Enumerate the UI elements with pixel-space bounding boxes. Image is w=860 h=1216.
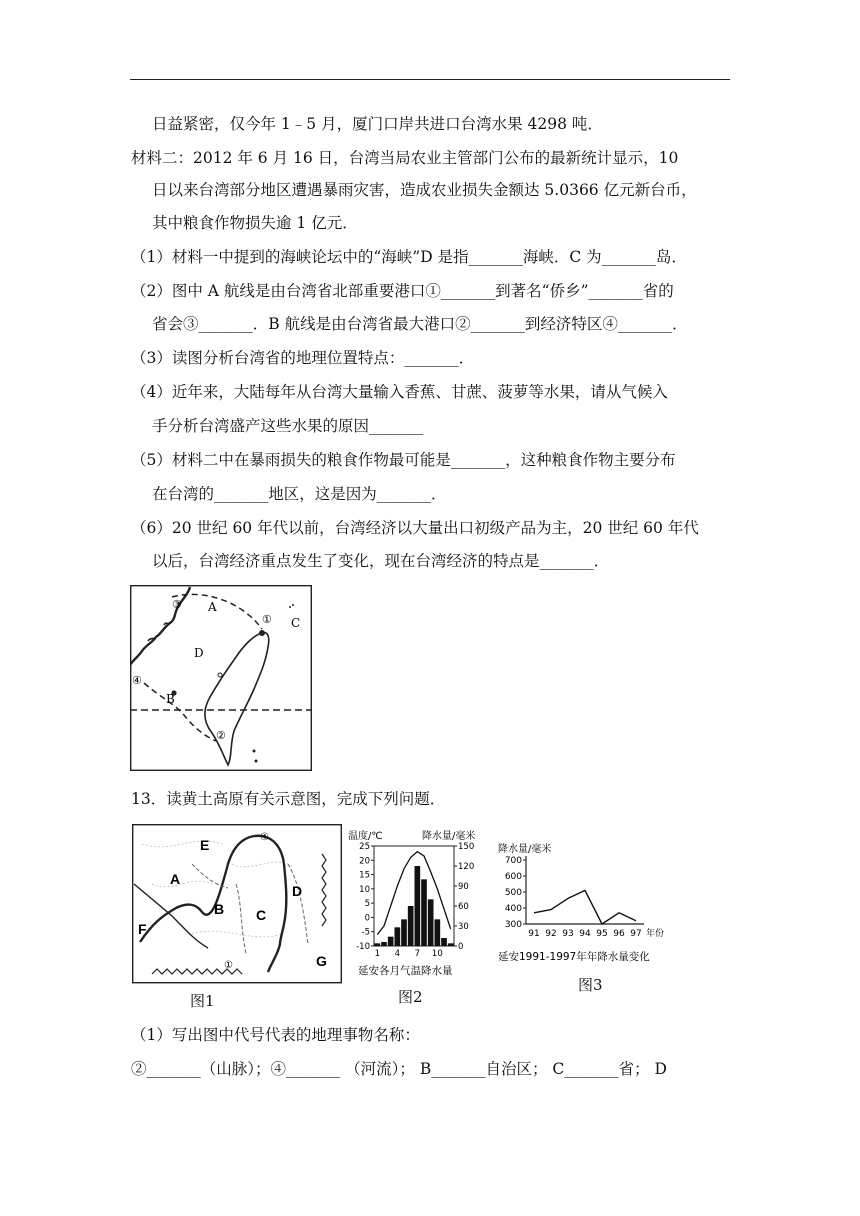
question-13-title: 13．读黄土高原有关示意图，完成下列问题． — [131, 790, 446, 808]
header-rule — [130, 79, 730, 80]
left-tick-label: 15 — [359, 870, 370, 881]
text-line: （2）图中 A 航线是由台湾省北部重要港口①_______到著名“侨乡”_______省的 — [131, 282, 674, 300]
text-line: 手分析台湾盛产这些水果的原因_______ — [152, 417, 424, 435]
x-unit-label: 年份 — [646, 929, 665, 939]
figure-1-caption: 图1 — [190, 992, 215, 1010]
y-tick-label: 400 — [504, 904, 522, 914]
right-tick-label: 0 — [458, 942, 464, 952]
y-tick-label: 300 — [504, 920, 522, 930]
precip-bar — [441, 938, 447, 946]
x-tick-label: 7 — [414, 949, 421, 959]
left-axis-label: 温度/℃ — [348, 831, 383, 842]
map-label: E — [200, 837, 210, 853]
text-line: （5）材料二中在暴雨损失的粮食作物最可能是_______，这种粮食作物主要分布 — [131, 451, 676, 469]
taiwan-strait-map — [130, 585, 312, 771]
y-axis-label: 降水量/毫米 — [498, 844, 552, 855]
right-tick-label: 150 — [458, 842, 475, 852]
right-tick-label: 60 — [458, 902, 469, 912]
left-tick-label: 20 — [359, 856, 370, 867]
right-tick-label: 90 — [458, 882, 469, 892]
text-line: ②_______（山脉）；④_______ （河流）； B_______自治区； C_______省； D — [131, 1060, 667, 1078]
map-label: B — [166, 692, 175, 706]
map-label: F — [138, 921, 147, 937]
text-line: （3）读图分析台湾省的地理位置特点：_______． — [131, 349, 475, 367]
plot-frame — [374, 846, 454, 946]
rainfall-line-chart — [494, 840, 684, 964]
text-line: 以后，台湾经济重点发生了变化，现在台湾经济的特点是_______． — [152, 552, 610, 570]
right-tick-label: 30 — [458, 922, 469, 932]
map-label: C — [256, 907, 267, 923]
precip-bar — [395, 927, 401, 946]
map-label: B — [214, 901, 225, 917]
text-line: 在台湾的_______地区，这是因为_______． — [152, 485, 447, 503]
x-tick-label: 96 — [613, 929, 625, 939]
x-tick-label: 10 — [431, 949, 443, 959]
left-tick-label: 5 — [364, 899, 370, 910]
text-line: 其中粮食作物损失逾 1 亿元． — [152, 214, 358, 232]
y-tick-label: 700 — [504, 856, 522, 866]
map-label: ④ — [132, 674, 142, 687]
map-label: D — [194, 646, 204, 660]
right-tick-label: 120 — [458, 862, 475, 872]
precip-bar — [428, 899, 434, 946]
text-line: 日以来台湾部分地区遭遇暴雨灾害，造成农业损失金额达 5.0366 亿元新台币， — [152, 181, 697, 199]
y-tick-label: 500 — [504, 888, 522, 898]
map-label: ④ — [260, 832, 269, 843]
y-tick-label: 600 — [504, 872, 522, 882]
map-label: A — [208, 600, 217, 614]
rain-chart-title: 延安1991-1997年年降水量变化 — [498, 951, 650, 963]
right-axis-label: 降水量/毫米 — [422, 831, 476, 842]
precip-bar — [448, 943, 454, 946]
map-label: C — [291, 616, 301, 630]
x-tick-label: 94 — [579, 929, 591, 939]
map-label: A — [170, 871, 181, 887]
precip-bar — [375, 943, 381, 946]
text-line: 省会③_______．B 航线是由台湾省最大港口②_______到经济特区④_______． — [152, 315, 688, 333]
text-line: （6）20 世纪 60 年代以前，台湾经济以大量出口初级产品为主，20 世纪 60 年代 — [131, 519, 699, 537]
x-tick-label: 4 — [394, 949, 401, 959]
precip-bar — [388, 937, 394, 946]
text-line: （1）材料一中提到的海峡论坛中的“海峡”D 是指_______海峡．C 为_______岛． — [131, 248, 687, 266]
left-tick-label: -10 — [356, 942, 370, 952]
x-tick-label: 93 — [562, 929, 574, 939]
map-label: ① — [224, 960, 233, 971]
map-label: G — [316, 953, 327, 969]
climate-chart — [346, 828, 480, 978]
left-tick-label: -5 — [361, 927, 370, 938]
precip-bar — [435, 919, 441, 946]
x-tick-label: 95 — [596, 929, 608, 939]
x-tick-label: 1 — [374, 949, 381, 959]
left-tick-label: 10 — [359, 884, 370, 895]
rainfall-line — [534, 890, 636, 924]
text-line: （4）近年来，大陆每年从台湾大量输入香蕉、甘蔗、菠萝等水果，请从气候入 — [131, 383, 668, 401]
precip-bar — [408, 906, 414, 946]
x-tick-label: 91 — [528, 929, 540, 939]
x-tick-label: 92 — [545, 929, 557, 939]
figure-3-caption: 图3 — [578, 976, 603, 994]
climate-chart-title: 延安各月气温降水量 — [358, 965, 453, 977]
loess-plateau-map — [132, 824, 342, 986]
precip-bar — [415, 866, 421, 946]
map-label: ① — [262, 613, 272, 626]
text-line: 材料二：2012 年 6 月 16 日，台湾当局农业主管部门公布的最新统计显示，10 — [131, 149, 679, 167]
map-label: D — [292, 883, 303, 899]
precip-bar — [421, 879, 427, 946]
left-tick-label: 0 — [364, 913, 370, 924]
precip-bar — [381, 942, 387, 946]
map-label: ③ — [172, 598, 182, 611]
precip-bar — [401, 919, 407, 946]
figure-2-caption: 图2 — [398, 988, 423, 1006]
left-tick-label: 25 — [359, 842, 370, 852]
map-label: ② — [216, 729, 226, 742]
text-line: （1）写出图中代号代表的地理事物名称： — [131, 1026, 420, 1044]
text-line: 日益紧密，仅今年 1﹣5 月，厦门口岸共进口台湾水果 4298 吨． — [152, 115, 603, 133]
x-tick-label: 97 — [630, 929, 642, 939]
